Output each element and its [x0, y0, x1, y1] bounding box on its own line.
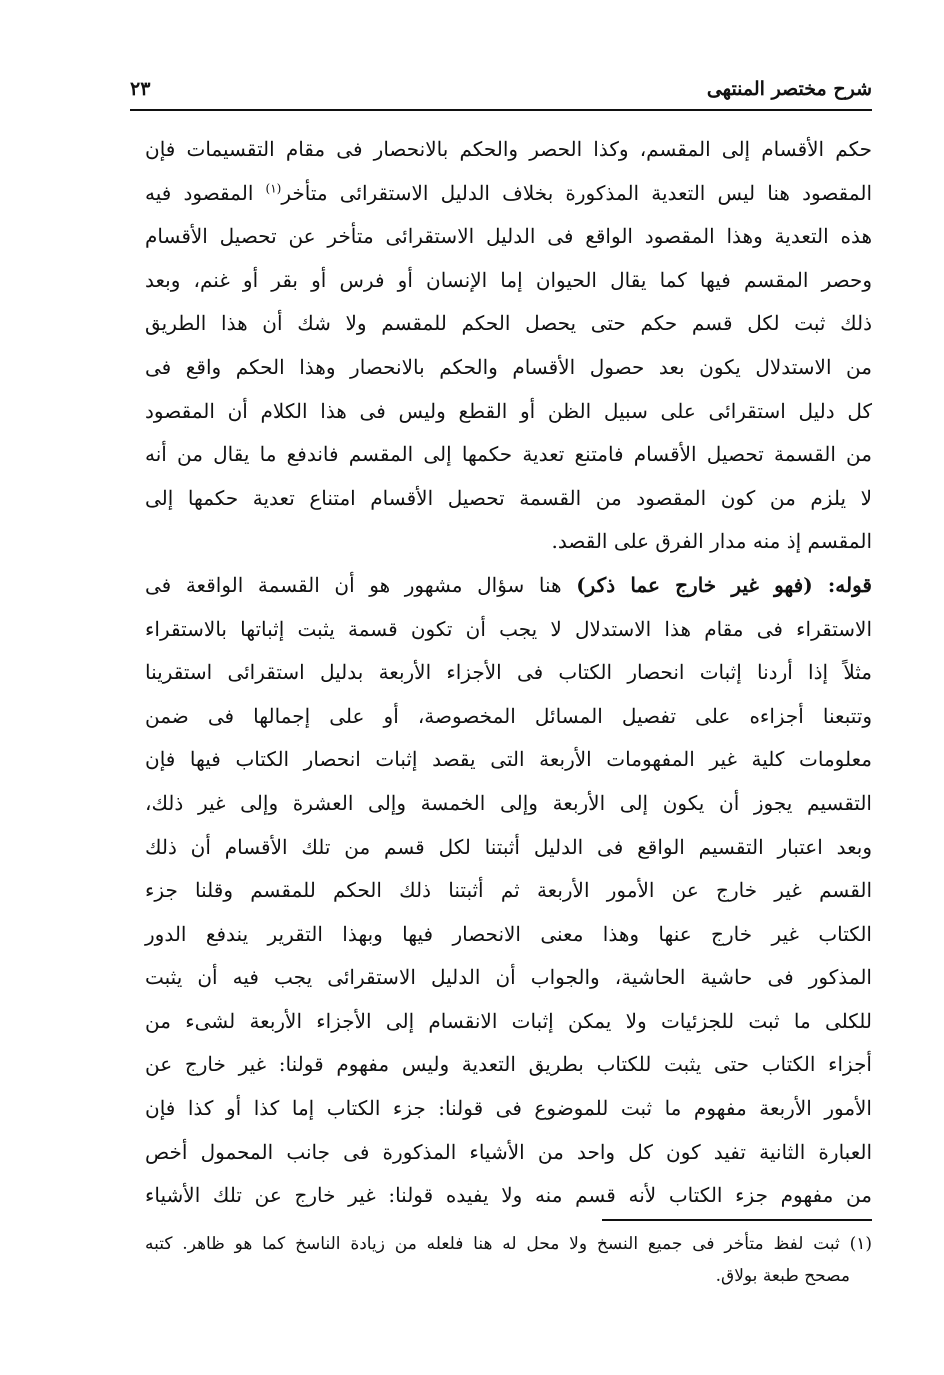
text-line: وتتبعنا أجزاءه على تفصيل المسائل المخصوصة، أو على إجمالها فى ضمن — [145, 703, 872, 728]
running-title: شرح مختصر المنتهى — [706, 78, 872, 100]
text-line: للكلى ما ثبت للجزئيات ولا يمكن إثبات الانقسام إلى الأجزاء الأربعة لشىء من — [145, 1008, 872, 1033]
footnote — [145, 1228, 872, 1292]
text-line: ذلك ثبت لكل قسم حكم حتى يحصل الحكم للمقسم ولا شك أن هذا الطريق — [145, 311, 872, 336]
text-line: من مفهوم جزء الكتاب لأنه قسم منه ولا يفيده قولنا: غير خارج عن تلك الأشياء — [145, 1183, 872, 1208]
page-header — [130, 76, 872, 112]
footnote-line: مصحح طبعة بولاق. — [715, 1266, 850, 1286]
main-text — [145, 128, 872, 1218]
text-line: هذه التعدية وهذا المقصود الواقع فى الدليل الاستقرائى متأخر عن تحصيل الأقسام — [145, 224, 872, 249]
header-rule — [130, 109, 872, 111]
text-line: التقسيم يجوز أن يكون إلى الأربعة وإلى الخمسة وإلى العشرة وإلى غير ذلك، — [145, 790, 872, 815]
text-segment: المقصود هنا ليس التعدية المذكورة بخلاف الدليل الاستقرائى متأخر — [281, 180, 872, 205]
text-line: القسم غير خارج عن الأمور الأربعة ثم أثبتنا ذلك الحكم للمقسم وقلنا جزء — [145, 878, 872, 903]
text-line — [145, 172, 872, 216]
text-line: وحصر المقسم فيها كما يقال الحيوان إما الإنسان أو فرس أو بقر أو غنم، وبعد — [145, 267, 872, 292]
footnote-line: (١) ثبت لفظ متأخر فى جميع النسخ ولا محل له هنا فلعله من زيادة الناسخ كما هو ظاهر. كتبه — [145, 1234, 872, 1254]
text-line: أجزاء الكتاب حتى يثبت للكتاب بطريق التعدية وليس مفهوم قولنا: غير خارج عن — [145, 1052, 872, 1077]
page-number: ٢٣ — [130, 78, 151, 100]
text-line: مثلاً إذا أردنا إثبات انحصار الكتاب فى الأجزاء الأربعة بدليل استقرائى استقرينا — [145, 660, 872, 685]
footnote-rule — [602, 1219, 872, 1221]
text-line: المذكور فى حاشية الحاشية، والجواب أن الدليل الاستقرائى يجب فيه أن يثبت — [145, 965, 872, 990]
text-line: لا يلزم من كون المقصود من القسمة تحصيل الأقسام امتناع تعدية حكمها إلى — [145, 485, 872, 510]
text-line: معلومات كلية غير المفهومات الأربعة التى يقصد إثبات انحصار الكتاب فيها فإن — [145, 747, 872, 772]
text-line — [145, 564, 872, 608]
text-line: من القسمة تحصيل الأقسام فامتنع تعدية حكمها إلى المقسم فاندفع ما يقال من أنه — [145, 442, 872, 467]
text-line: الأمور الأربعة مفهوم ما ثبت للموضوع فى قولنا: جزء الكتاب إما كذا أو كذا فإن — [145, 1096, 872, 1121]
text-line: المقسم إذ منه مدار الفرق على القصد. — [551, 529, 872, 554]
footnote-reference: (١) — [265, 180, 282, 195]
text-line: الكتاب غير خارج عنها وهذا معنى الانحصار فيها وبهذا التقرير يندفع الدور — [145, 921, 872, 946]
text-line: وبعد اعتبار التقسيم الواقع فى الدليل أثبتنا لكل قسم من تلك الأقسام أن ذلك — [145, 834, 872, 859]
text-line: الاستقراء فى مقام هذا الاستدلال لا يجب أن تكون قسمة يثبت إثباتها بالاستقراء — [145, 616, 872, 641]
text-line: حكم الأقسام إلى المقسم، وكذا الحصر والحكم بالانحصار فى مقام التقسيمات فإن — [145, 137, 872, 161]
text-segment: المقصود فيه — [145, 180, 266, 205]
text-segment: هنا سؤال مشهور هو أن القسمة الواقعة فى — [145, 572, 577, 597]
text-line: كل دليل استقرائى على سبيل الظن أو القطع وليس فى هذا الكلام أن المقصود — [145, 398, 872, 423]
quoted-lemma: قوله: (فهو غير خارج عما ذكر) — [576, 572, 872, 597]
text-line: من الاستدلال يكون بعد حصول الأقسام والحكم بالانحصار وهذا الحكم واقع فى — [145, 354, 872, 379]
text-line: العبارة الثانية تفيد كون كل واحد من الأشياء المذكورة فى جانب المحمول أخص — [145, 1139, 872, 1164]
